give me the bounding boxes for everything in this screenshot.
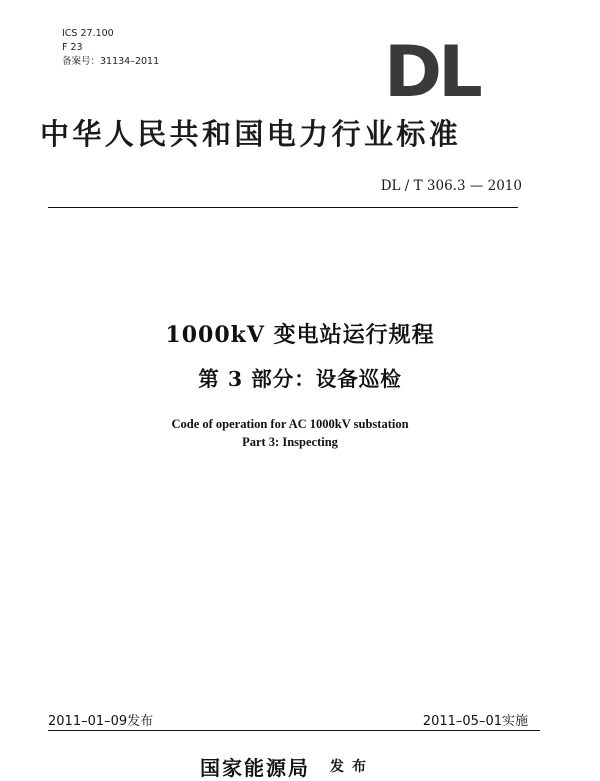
implementation-date: 2011–05–01实施 — [422, 714, 528, 729]
issue-date: 2011–01–09发布 — [48, 714, 154, 729]
bottom-divider — [48, 730, 540, 731]
dl-logo — [384, 42, 502, 98]
ccs-code: F 23 — [62, 42, 83, 53]
standard-number: DL / T 306.3 — 2010 — [380, 178, 522, 194]
publish-label: 发布 — [330, 759, 374, 775]
document-subtitle-cn: 第 3 部分：设备巡检 — [198, 367, 402, 391]
top-divider — [48, 207, 518, 208]
publisher: 国家能源局 — [200, 756, 310, 780]
document-title-cn: 1000kV 变电站运行规程 — [165, 322, 435, 348]
standard-category-title: 中华人民共和国电力行业标准 — [40, 117, 462, 151]
document-title-en: Code of operation for AC 1000kV substation — [171, 417, 409, 431]
record-number: 备案号：31134–2011 — [62, 56, 160, 67]
ics-code: ICS 27.100 — [62, 28, 114, 39]
dl-logo-text: DL — [384, 42, 479, 98]
document-subtitle-en: Part 3: Inspecting — [242, 435, 338, 449]
